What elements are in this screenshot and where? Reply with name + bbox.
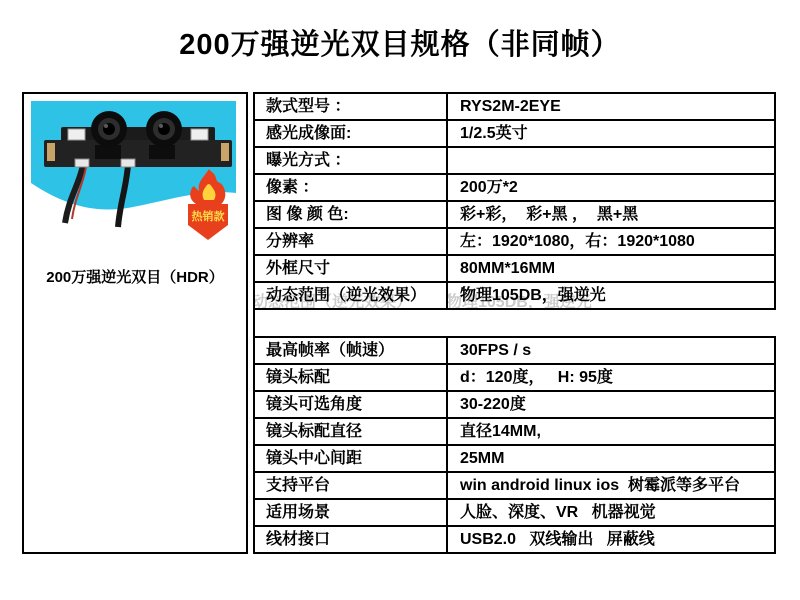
- spec-row: [255, 473, 774, 500]
- product-image: [31, 101, 236, 246]
- product-cell: [22, 92, 248, 554]
- spec-label: 曝光方式 ：: [255, 148, 448, 173]
- spec-row: [255, 94, 774, 121]
- spec-row: [255, 446, 774, 473]
- spec-label: 镜头标配: [255, 365, 448, 390]
- spec-area: [253, 92, 776, 554]
- spec-row: [255, 500, 774, 527]
- spec-value: 25MM: [460, 450, 505, 467]
- spec-value: win android linux ios 树霉派等多平台: [460, 477, 741, 494]
- spec-value: RYS2M-2EYE: [460, 98, 561, 115]
- spec-row: [255, 121, 774, 148]
- camera-module-photo: [31, 101, 236, 246]
- spec-label: 适用场景: [255, 500, 448, 525]
- spec-row: [255, 365, 774, 392]
- spec-label: 感光成像面:: [255, 121, 448, 146]
- product-caption: 200万强逆光双目（HDR）: [46, 269, 224, 286]
- spec-value: 200万*2: [460, 179, 518, 196]
- spec-label: 款式型号 ：: [255, 94, 448, 119]
- spec-table-top: [253, 92, 776, 310]
- right-lens: [146, 111, 182, 147]
- spec-value: USB2.0 双线输出 屏蔽线: [460, 531, 655, 548]
- spec-row: [255, 338, 774, 365]
- spec-row: [255, 229, 774, 256]
- spec-label: 镜头中心间距: [255, 446, 448, 471]
- spec-value: d：120度， H: 95度: [460, 369, 613, 386]
- spec-value: 彩+彩， 彩+黑 ， 黑+黑: [460, 206, 639, 223]
- spec-value: 30FPS / s: [460, 342, 532, 359]
- spec-label: 最高帧率（帧速）: [255, 338, 448, 363]
- spec-row: [255, 175, 774, 202]
- page-title: 200万强逆光双目规格（非同帧）: [179, 29, 621, 61]
- spec-label: 像素 ：: [255, 175, 448, 200]
- spec-row: [255, 392, 774, 419]
- left-lens: [91, 111, 127, 147]
- spec-value: 直径14MM,: [460, 423, 541, 440]
- spec-value: 物理105DB，强逆光: [460, 287, 606, 304]
- spec-label: 动态范围（逆光效果）: [255, 283, 448, 308]
- spec-label: 图 像 颜 色:: [255, 202, 448, 227]
- spec-value: 80MM*16MM: [460, 260, 556, 277]
- spec-value: 30-220度: [460, 396, 526, 413]
- spec-label: 外框尺寸: [255, 256, 448, 281]
- spec-label: 线材接口: [255, 527, 448, 552]
- spec-row: [255, 256, 774, 283]
- spec-row: [255, 527, 774, 552]
- spec-row: [255, 419, 774, 446]
- spec-label: 镜头标配直径: [255, 419, 448, 444]
- spec-row: [255, 148, 774, 175]
- spec-table-bottom: [253, 336, 776, 554]
- table-gap: [253, 310, 776, 336]
- spec-label: 支持平台: [255, 473, 448, 498]
- spec-label: 分辨率: [255, 229, 448, 254]
- badge-label: 热销款: [191, 211, 225, 223]
- spec-label: 镜头可选角度: [255, 392, 448, 417]
- spec-row: [255, 202, 774, 229]
- spec-value: [448, 148, 774, 173]
- spec-value: 左：1920*1080，右：1920*1080: [460, 233, 695, 250]
- spec-row: [255, 283, 774, 308]
- spec-value: 人脸、深度、VR 机器视觉: [460, 504, 656, 521]
- spec-value: 1/2.5英寸: [460, 125, 528, 142]
